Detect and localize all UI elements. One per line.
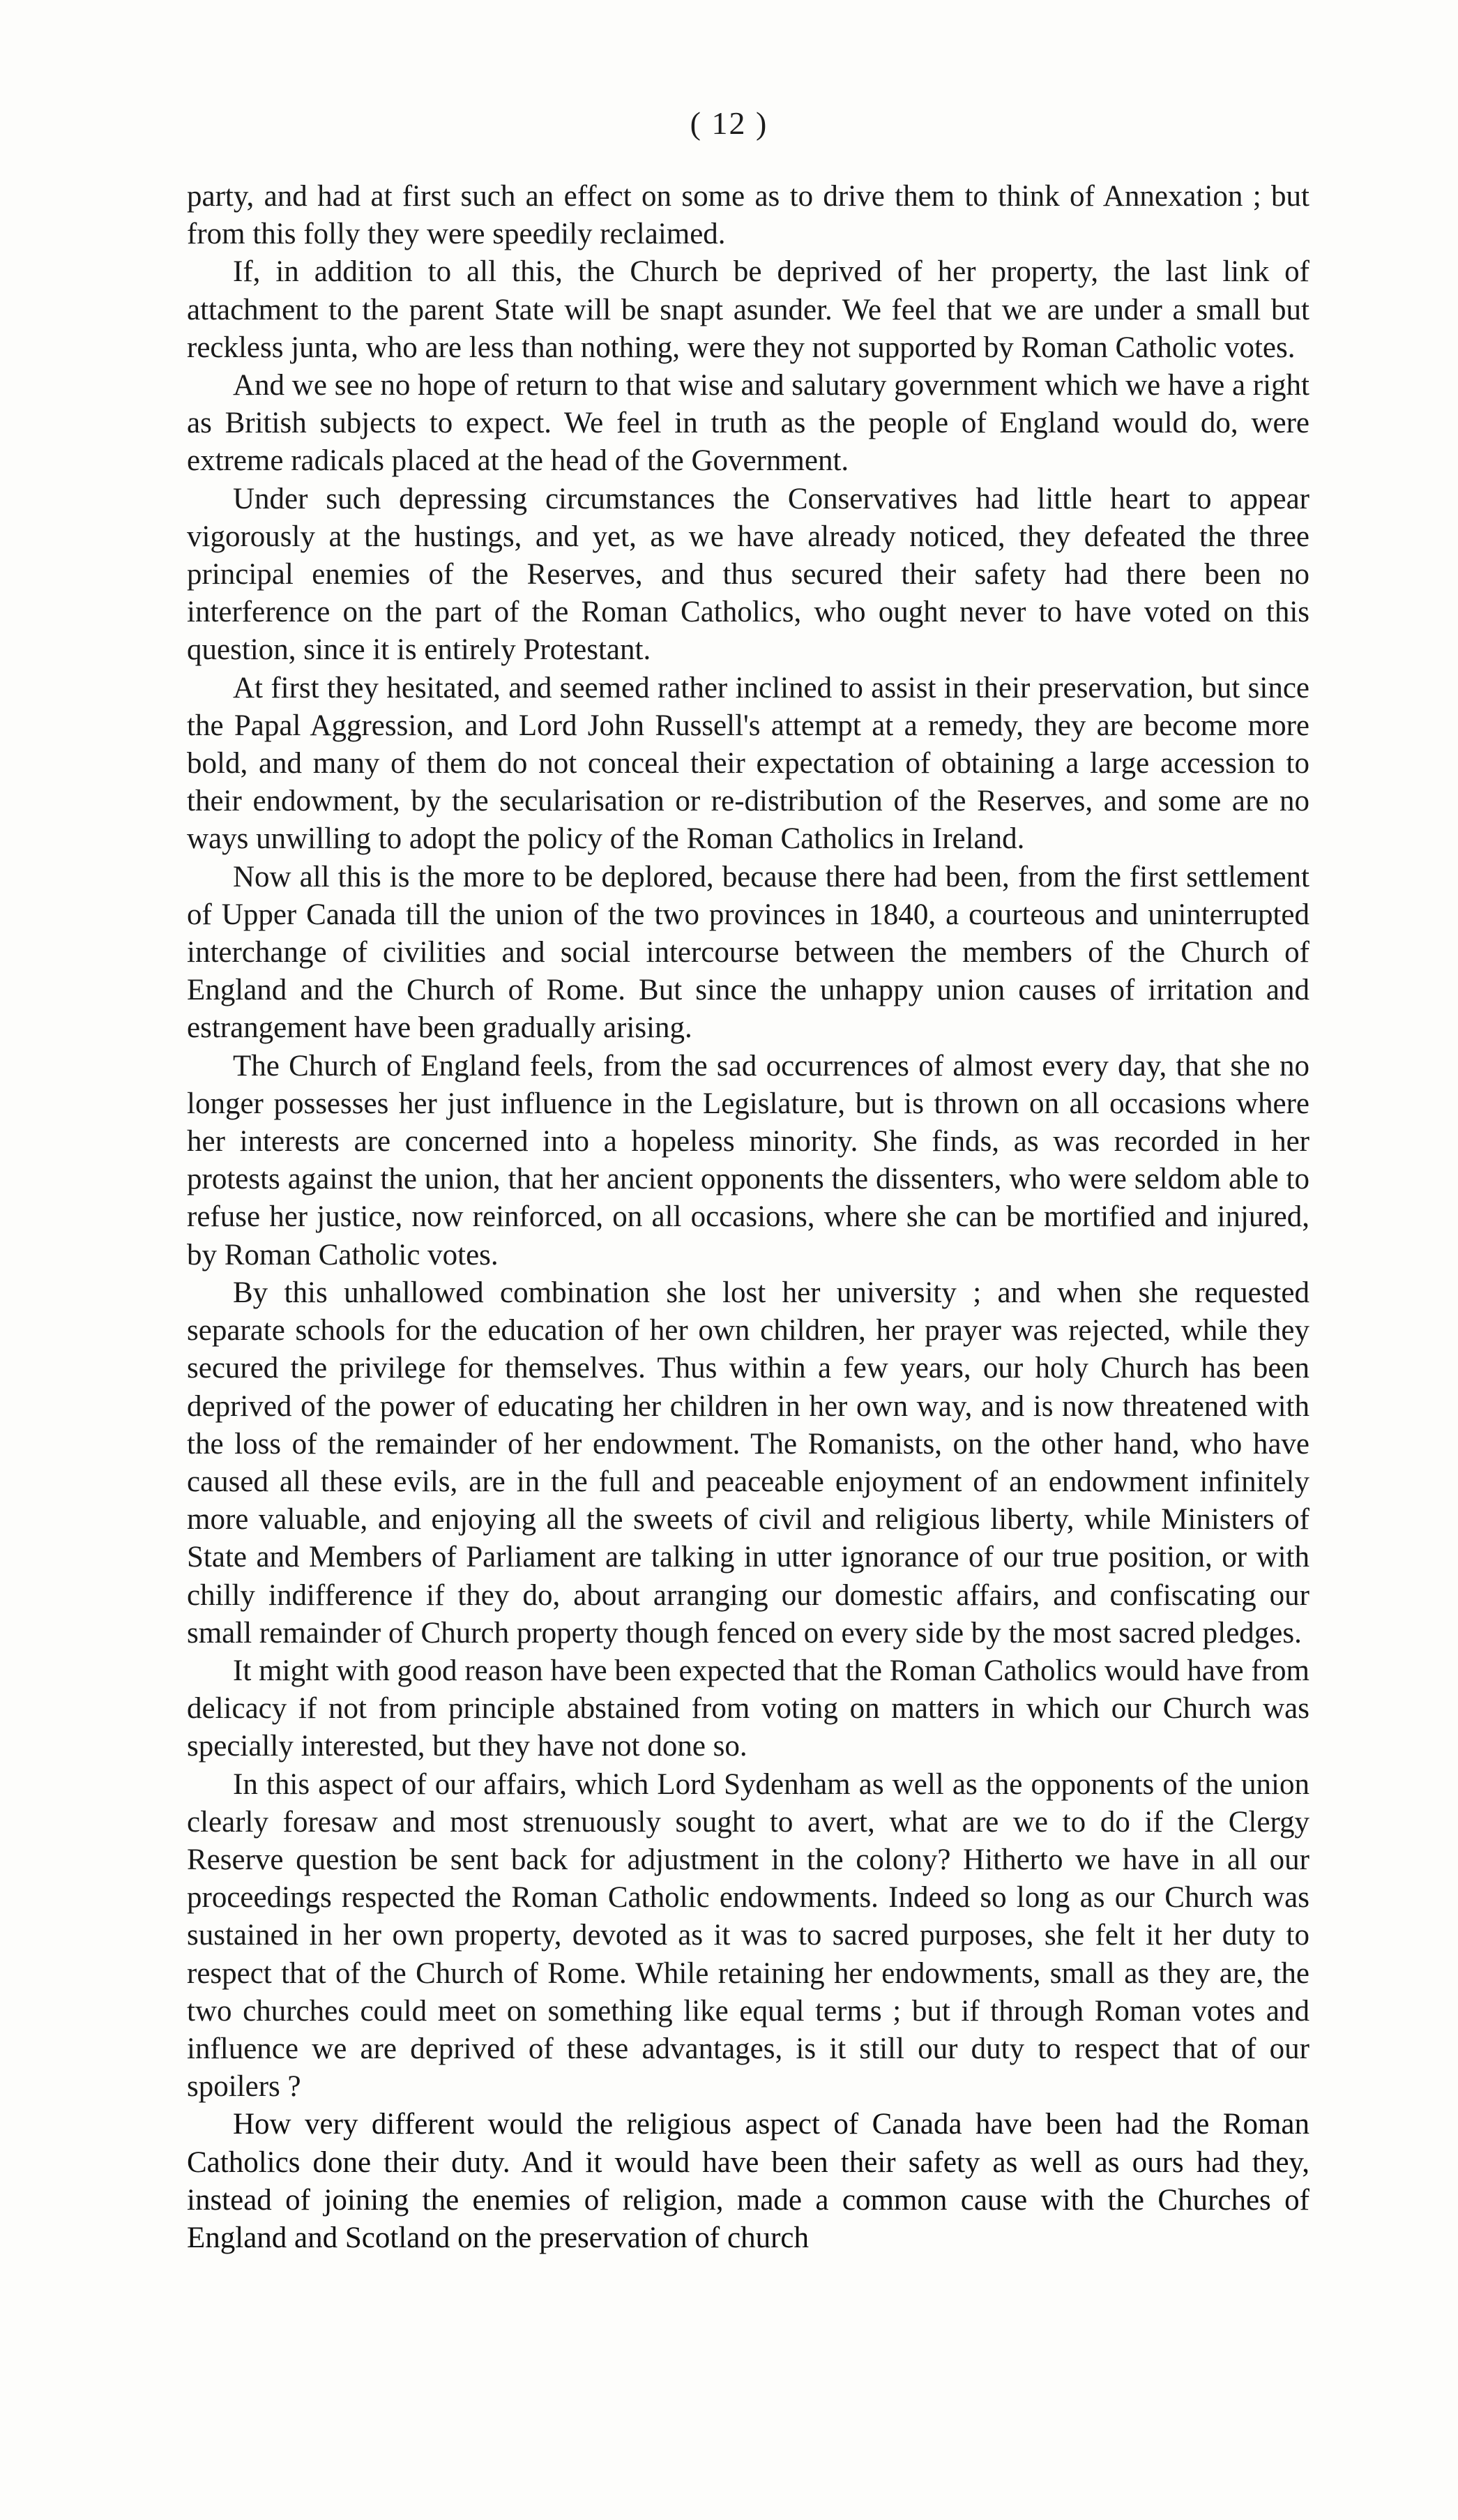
paragraph-6: Now all this is the more to be deplored, because there had been, from the first settlement of Upper Canada till the union of the two provinces in 1840, a courteous and uninterrupted interchange of civilities and social intercourse between the members of the Church of England and the Church of Rome. But since the unhappy union causes of irritation and estrangement have been gradually arising. xyxy=(187,860,1309,1045)
paragraph-10: In this aspect of our affairs, which Lord Sydenham as well as the opponents of the union clearly foresaw and most strenuously sought to avert, what are we to do if the Clergy Reserve question be sent back for adjustment in the colony? Hitherto we have in all our proceedings respected the Roman Catholic endowments. Indeed so long as our Church was sustained in her own property, devoted as it was to sacred purposes, she felt it her duty to respect that of the Church of Rome. While retaining her endowments, small as they are, the two churches could meet on something like equal terms ; but if through Roman votes and influence we are deprived of these advantages, is it still our duty to respect that of our spoilers ? xyxy=(187,1767,1309,2104)
paragraph-7: The Church of England feels, from the sad occurrences of almost every day, that she no longer possesses her just influence in the Legislature, but is thrown on all occasions where her interests are concerned into a hopeless minority. She finds, as was recorded in her protests against the union, that her ancient opponents the dissenters, who were seldom able to refuse her justice, now reinforced, on all occasions, where she can be mortified and injured, by Roman Catholic votes. xyxy=(187,1049,1309,1272)
paragraph-3: And we see no hope of return to that wise and salutary government which we have a right as British subjects to expect. We feel in truth as the people of England would do, were extreme radicals placed at the head of the Government. xyxy=(187,369,1309,478)
paragraph-1: party, and had at first such an effect on some as to drive them to think of Annexation ; but from this folly they were speedily reclaimed. xyxy=(187,180,1309,251)
paragraph-9: It might with good reason have been expected that the Roman Catholics would have from delicacy if not from principle abstained from voting on matters in which our Church was specially interested, but they have not done so. xyxy=(187,1654,1309,1763)
paragraph-2: If, in addition to all this, the Church be deprived of her property, the last link of attachment to the parent State will be snapt asunder. We feel that we are under a small but reckless junta, who are less than nothing, were they not supported by Roman Catholic votes. xyxy=(187,255,1309,364)
body-text xyxy=(187,178,1309,2257)
paragraph-5: At first they hesitated, and seemed rather inclined to assist in their preservation, but since the Papal Aggression, and Lord John Russell's attempt at a remedy, they are become more bold, and many of them do not conceal their expectation of obtaining a large accession to their endowment, by the secularisation or re-distribution of the Reserves, and some are no ways unwilling to adopt the policy of the Roman Catholics in Ireland. xyxy=(187,671,1309,856)
page-number: ( 12 ) xyxy=(690,105,768,141)
paragraph-11: How very different would the religious aspect of Canada have been had the Roman Catholics done their duty. And it would have been their safety as well as ours had they, instead of joining the enemies of religion, made a common cause with the Churches of England and Scotland on the preservation of church xyxy=(187,2108,1309,2254)
paragraph-8: By this unhallowed combination she lost her university ; and when she requested separate schools for the education of her own children, her prayer was rejected, while they secured the privilege for themselves. Thus within a few years, our holy Church has been deprived of the power of educating her children in her own way, and is now threatened with the loss of the remainder of her endowment. The Romanists, on the other hand, who have caused all these evils, are in the full and peaceable enjoyment of an endowment infinitely more valuable, and enjoying all the sweets of civil and religious liberty, while Ministers of State and Members of Parliament are talking in utter ignorance of our true position, or with chilly indifference if they do, about arranging our domestic affairs, and confiscating our small remainder of Church property though fenced on every side by the most sacred pledges. xyxy=(187,1276,1309,1650)
paragraph-4: Under such depressing circumstances the Conservatives had little heart to appear vigorously at the hustings, and yet, as we have already noticed, they defeated the three principal enemies of the Reserves, and thus secured their safety had there been no interference on the part of the Roman Catholics, who ought never to have voted on this question, since it is entirely Protestant. xyxy=(187,482,1309,667)
